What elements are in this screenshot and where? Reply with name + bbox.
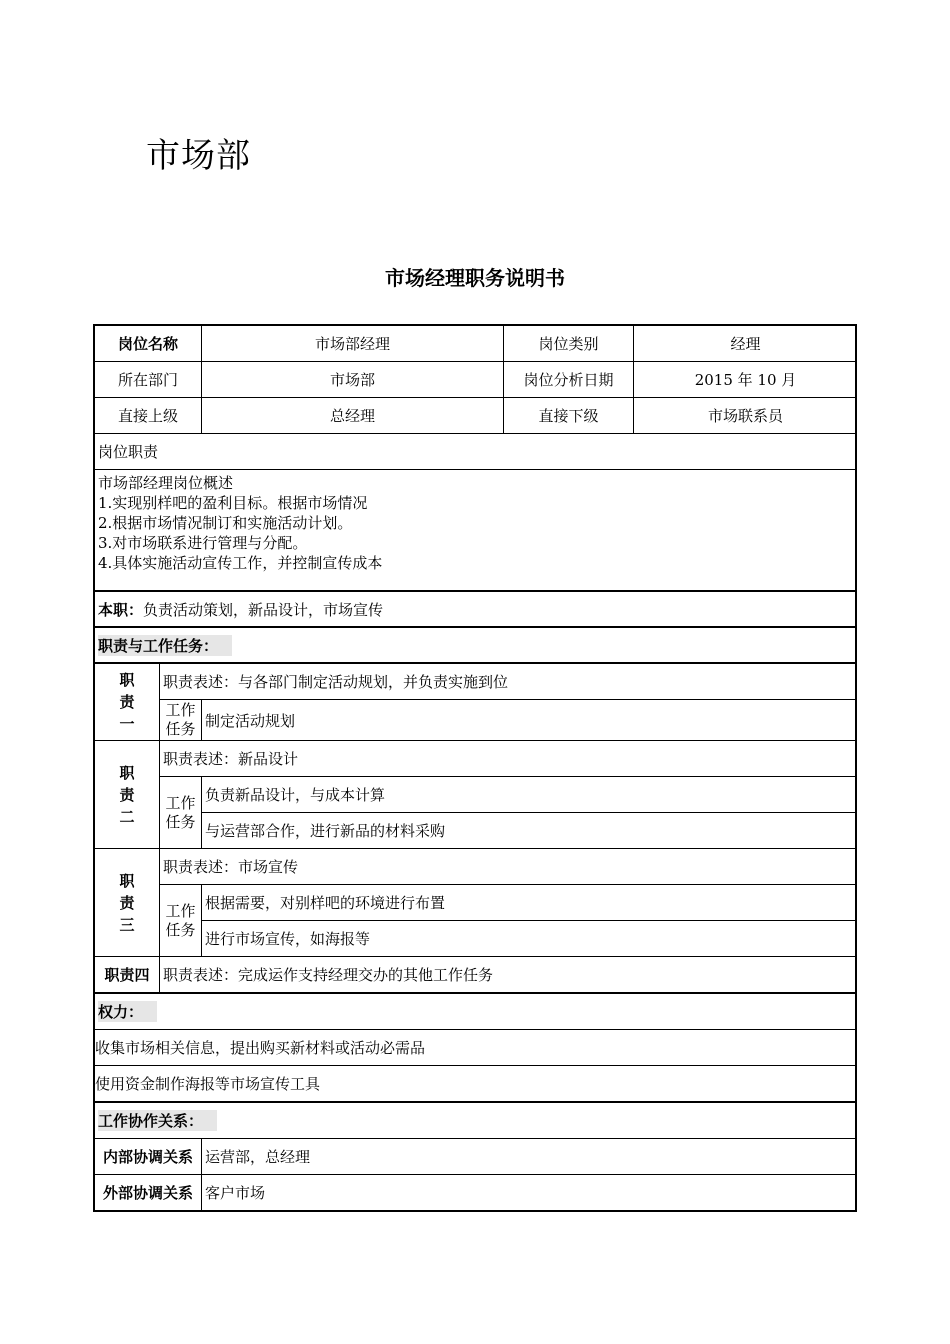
overview-title: 市场部经理岗位概述 <box>98 474 234 492</box>
position-category-value: 经理 <box>634 326 857 362</box>
duty-2-desc: 职责表述：新品设计 <box>160 741 857 777</box>
overview-line: 1.实现别样吧的盈利目标。根据市场情况 <box>98 494 368 512</box>
main-duty-row <box>95 592 857 628</box>
external-relations-label: 外部协调关系 <box>95 1175 202 1210</box>
position-name-value: 市场部经理 <box>202 326 504 362</box>
department-heading: 市场部 <box>146 136 251 176</box>
duty-1-task-1: 制定活动规划 <box>202 700 857 741</box>
document-title: 市场经理职务说明书 <box>385 266 565 290</box>
authority-header: 权力： <box>98 1001 157 1022</box>
duty-2-name: 职 责 二 <box>95 741 160 849</box>
subordinate-label: 直接下级 <box>504 398 634 434</box>
superior-label: 直接上级 <box>95 398 202 434</box>
analysis-date-value: 2015 年 10 月 <box>634 362 857 398</box>
duty-1-name: 职 责 一 <box>95 664 160 741</box>
duty-3-task-2: 进行市场宣传，如海报等 <box>202 921 857 957</box>
duty-1-task-label: 工作 任务 <box>160 700 202 741</box>
overview-line: 4.具体实施活动宣传工作，并控制宣传成本 <box>98 554 383 572</box>
duty-3-task-1: 根据需要，对别样吧的环境进行布置 <box>202 885 857 921</box>
duty-2-task-1: 负责新品设计，与成本计算 <box>202 777 857 813</box>
duties-header: 岗位职责 <box>95 434 857 470</box>
tasks-header-row <box>95 628 857 664</box>
analysis-date-label: 岗位分析日期 <box>504 362 634 398</box>
department-label: 所在部门 <box>95 362 202 398</box>
position-overview <box>95 470 857 592</box>
external-relations-value: 客户市场 <box>205 1184 266 1202</box>
relations-header: 工作协作关系： <box>98 1110 217 1131</box>
overview-line: 2.根据市场情况制订和实施活动计划。 <box>98 514 353 532</box>
duty-2-task-2: 与运营部合作，进行新品的材料采购 <box>202 813 857 849</box>
position-name-label: 岗位名称 <box>95 326 202 362</box>
relations-header-row <box>95 1103 857 1139</box>
position-category-label: 岗位类别 <box>504 326 634 362</box>
duty-2-task-label: 工作 任务 <box>160 777 202 849</box>
authority-item: 使用资金制作海报等市场宣传工具 <box>95 1066 857 1103</box>
authority-header-row <box>95 994 857 1030</box>
duty-3-task-label: 工作 任务 <box>160 885 202 957</box>
authority-item: 收集市场相关信息，提出购买新材料或活动必需品 <box>95 1030 857 1066</box>
tasks-header: 职责与工作任务： <box>98 635 232 656</box>
duty-4-desc: 职责表述：完成运作支持经理交办的其他工作任务 <box>160 957 857 994</box>
duty-3-name: 职 责 三 <box>95 849 160 957</box>
main-duty-label: 本职： <box>98 600 144 619</box>
main-duty-text: 负责活动策划，新品设计，市场宣传 <box>143 600 384 619</box>
internal-relations-value: 运营部，总经理 <box>202 1139 857 1175</box>
duty-1-desc: 职责表述：与各部门制定活动规划，并负责实施到位 <box>160 664 857 700</box>
internal-relations-label: 内部协调关系 <box>95 1139 202 1175</box>
duty-3-desc: 职责表述：市场宣传 <box>160 849 857 885</box>
superior-value: 总经理 <box>202 398 504 434</box>
department-value: 市场部 <box>202 362 504 398</box>
overview-line: 3.对市场联系进行管理与分配。 <box>98 534 308 552</box>
job-description-table <box>93 324 857 1212</box>
subordinate-value: 市场联系员 <box>634 398 857 434</box>
duty-4-name: 职责四 <box>95 957 160 994</box>
